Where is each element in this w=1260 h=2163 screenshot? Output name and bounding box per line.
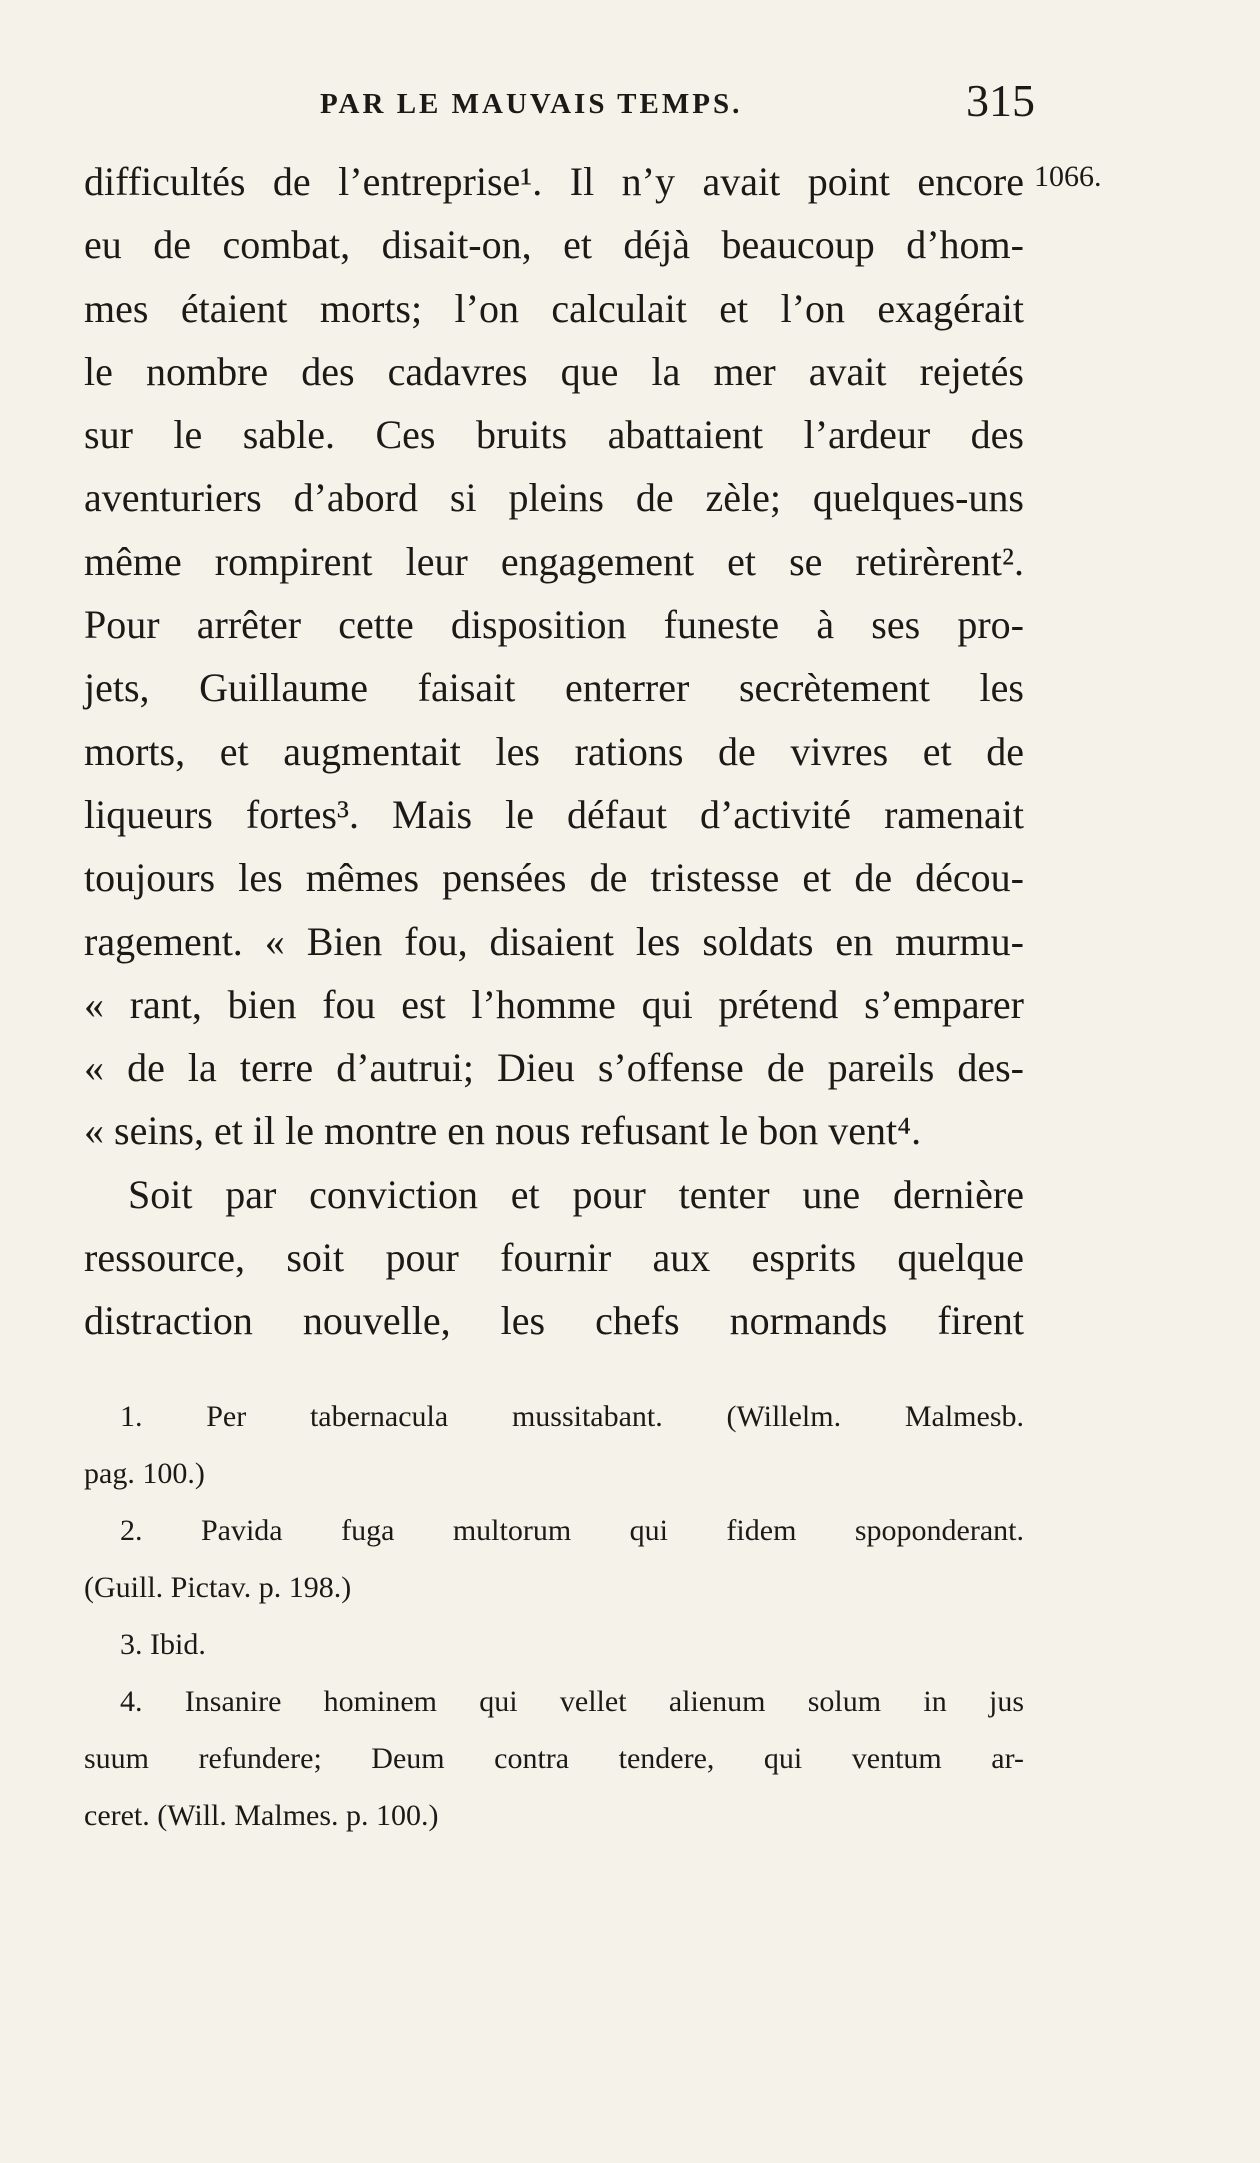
body-line: jets, Guillaume faisait enterrer secrètement les	[84, 665, 1024, 711]
body-line: « rant, bien fou est l’homme qui prétend s’emparer	[84, 981, 1024, 1027]
footnote-line: 3. Ibid.	[120, 1628, 206, 1661]
body-line: mes étaient morts; l’on calculait et l’on exagérait	[84, 285, 1024, 331]
body-line: liqueurs fortes³. Mais le défaut d’activité ramenait	[84, 791, 1024, 837]
body-line: « de la terre d’autrui; Dieu s’offense de pareils des-	[84, 1045, 1024, 1091]
page-number: 315	[966, 75, 1035, 126]
body-text	[84, 150, 1024, 1353]
running-head	[0, 75, 1260, 142]
margin-year-note: 1066.	[1034, 160, 1102, 193]
footnote-line: (Guill. Pictav. p. 198.)	[84, 1571, 352, 1604]
body-line: morts, et augmentait les rations de vivres et de	[84, 728, 1024, 774]
body-line: eu de combat, disait-on, et déjà beaucoup d’hom-	[84, 222, 1024, 268]
footnote-line: 2. Pavida fuga multorum qui fidem spoponderant.	[120, 1514, 1024, 1547]
footnote-line: pag. 100.)	[84, 1457, 205, 1490]
running-title: PAR LE MAUVAIS TEMPS.	[320, 88, 743, 120]
body-line: distraction nouvelle, les chefs normands firent	[84, 1298, 1024, 1344]
footnote-line: 4. Insanire hominem qui vellet alienum solum in jus	[120, 1685, 1024, 1718]
body-line: aventuriers d’abord si pleins de zèle; quelques-uns	[84, 475, 1024, 521]
footnote-line: 1. Per tabernacula mussitabant. (Willelm. Malmesb.	[120, 1400, 1024, 1433]
footnote-line: ceret. (Will. Malmes. p. 100.)	[84, 1799, 439, 1832]
body-line: le nombre des cadavres que la mer avait rejetés	[84, 348, 1024, 394]
footnotes	[84, 1388, 1024, 1844]
body-line: ressource, soit pour fournir aux esprits quelque	[84, 1235, 1024, 1281]
body-line: Soit par conviction et pour tenter une dernière	[128, 1171, 1024, 1217]
body-line: toujours les mêmes pensées de tristesse et de décou-	[84, 855, 1024, 901]
body-line: même rompirent leur engagement et se retirèrent².	[84, 538, 1024, 584]
body-line: Pour arrêter cette disposition funeste à ses pro-	[84, 602, 1024, 648]
body-line: sur le sable. Ces bruits abattaient l’ardeur des	[84, 412, 1024, 458]
body-line: ragement. « Bien fou, disaient les soldats en murmu-	[84, 918, 1024, 964]
body-line: difficultés de l’entreprise¹. Il n’y avait point encore	[84, 159, 1024, 204]
footnote-line: suum refundere; Deum contra tendere, qui ventum ar-	[84, 1742, 1024, 1775]
body-line: « seins, et il le montre en nous refusant le bon vent⁴.	[84, 1108, 922, 1154]
